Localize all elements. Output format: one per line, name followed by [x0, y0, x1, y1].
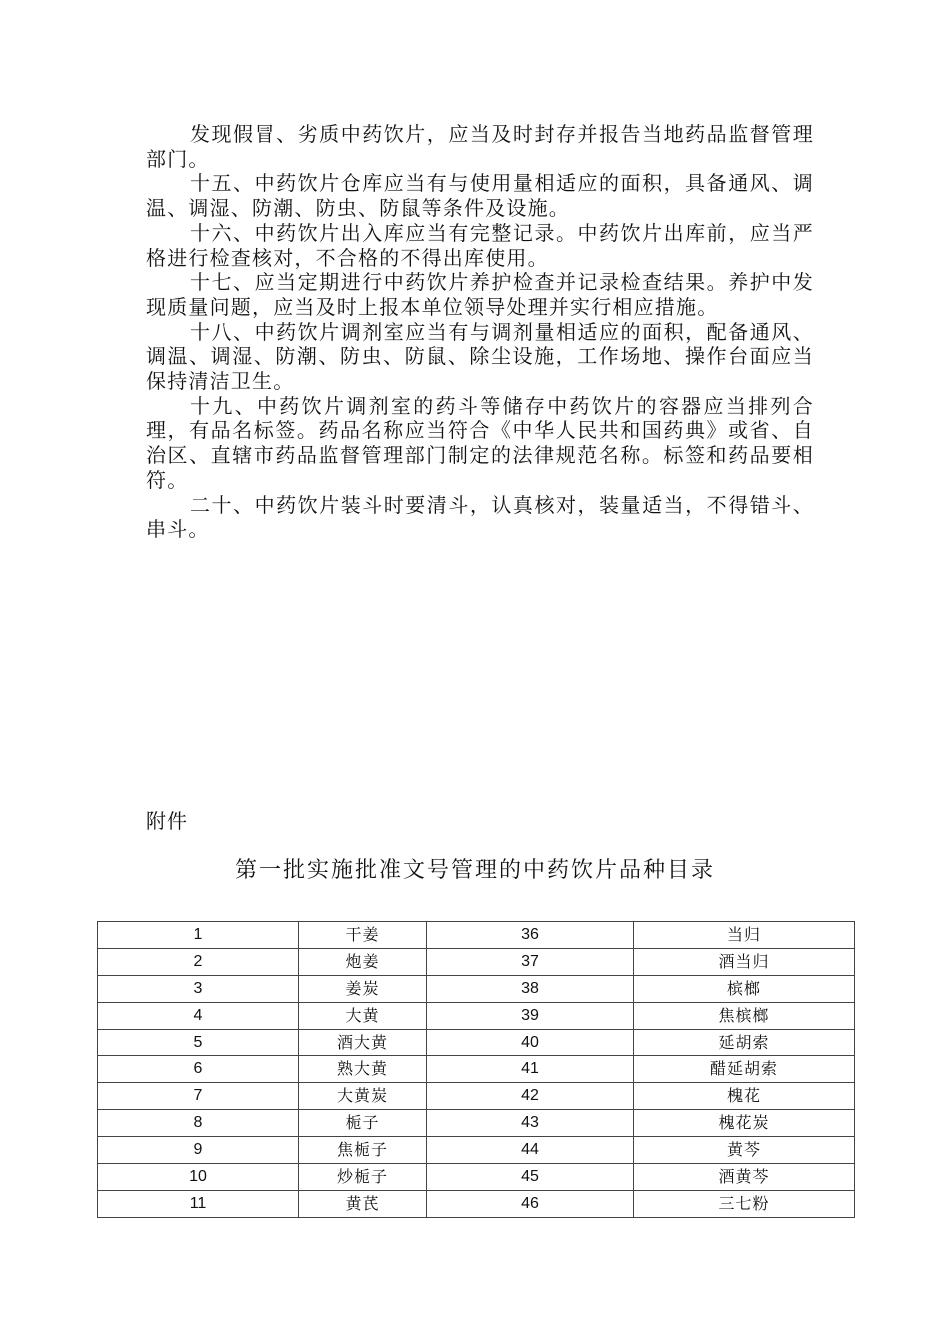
item-number: 39 [427, 1002, 634, 1029]
table-row [98, 1164, 855, 1191]
herb-name: 熟大黄 [299, 1056, 427, 1083]
paragraph: 十七、应当定期进行中药饮片养护检查并记录检查结果。养护中发现质量问题，应当及时上报本单位领导处理并实行相应措施。 [146, 270, 814, 319]
table-row [98, 922, 855, 949]
herb-name: 大黄炭 [299, 1083, 427, 1110]
item-number: 6 [98, 1056, 299, 1083]
item-number: 46 [427, 1190, 634, 1217]
paragraph: 十五、中药饮片仓库应当有与使用量相适应的面积，具备通风、调温、调湿、防潮、防虫、防鼠等条件及设施。 [146, 171, 814, 221]
item-number: 42 [427, 1083, 634, 1110]
item-number: 10 [98, 1164, 299, 1191]
paragraph: 十六、中药饮片出入库应当有完整记录。中药饮片出库前，应当严格进行检查核对，不合格的不得出库使用。 [146, 220, 814, 270]
item-number: 44 [427, 1137, 634, 1164]
item-number: 37 [427, 948, 634, 975]
herb-name: 槐花炭 [634, 1110, 855, 1137]
item-number: 40 [427, 1029, 634, 1056]
item-number: 5 [98, 1029, 299, 1056]
herb-name: 黄芪 [299, 1190, 427, 1217]
table-row [98, 975, 855, 1002]
herb-name: 酒当归 [634, 948, 855, 975]
table-row [98, 1110, 855, 1137]
herb-name: 黄芩 [634, 1137, 855, 1164]
appendix-label: 附件 [146, 809, 188, 833]
table-row [98, 1029, 855, 1056]
herb-name: 酒黄芩 [634, 1164, 855, 1191]
herb-name: 槐花 [634, 1083, 855, 1110]
item-number: 4 [98, 1002, 299, 1029]
item-number: 43 [427, 1110, 634, 1137]
item-number: 1 [98, 922, 299, 949]
herb-name: 槟榔 [634, 975, 855, 1002]
item-number: 7 [98, 1083, 299, 1110]
herb-name: 姜炭 [299, 975, 427, 1002]
paragraph: 发现假冒、劣质中药饮片，应当及时封存并报告当地药品监督管理部门。 [146, 122, 814, 171]
table-row [98, 1083, 855, 1110]
item-number: 36 [427, 922, 634, 949]
table-row [98, 948, 855, 975]
item-number: 2 [98, 948, 299, 975]
paragraph: 十九、中药饮片调剂室的药斗等储存中药饮片的容器应当排列合理，有品名标签。药品名称应当符合《中华人民共和国药典》或省、自治区、直辖市药品监督管理部门制定的法律规范名称。标签和药品要相符。 [146, 393, 814, 492]
table-title: 第一批实施批准文号管理的中药饮片品种目录 [234, 858, 715, 883]
item-number: 41 [427, 1056, 634, 1083]
herb-name: 延胡索 [634, 1029, 855, 1056]
herb-name: 焦栀子 [299, 1137, 427, 1164]
herb-name: 干姜 [299, 922, 427, 949]
table-row [98, 1137, 855, 1164]
herb-name: 大黄 [299, 1002, 427, 1029]
herb-name: 栀子 [299, 1110, 427, 1137]
regulation-text [146, 122, 814, 542]
item-number: 8 [98, 1110, 299, 1137]
table-row [98, 1002, 855, 1029]
table-row [98, 1190, 855, 1217]
herb-name: 焦槟榔 [634, 1002, 855, 1029]
table-row [98, 1056, 855, 1083]
herb-name: 醋延胡索 [634, 1056, 855, 1083]
item-number: 9 [98, 1137, 299, 1164]
item-number: 45 [427, 1164, 634, 1191]
herb-name: 炒栀子 [299, 1164, 427, 1191]
item-number: 3 [98, 975, 299, 1002]
herb-name: 酒大黄 [299, 1029, 427, 1056]
herb-name: 当归 [634, 922, 855, 949]
paragraph: 二十、中药饮片装斗时要清斗，认真核对，装量适当，不得错斗、串斗。 [146, 492, 814, 542]
herb-name: 炮姜 [299, 948, 427, 975]
herb-catalog-table [97, 921, 855, 1218]
item-number: 38 [427, 975, 634, 1002]
herb-name: 三七粉 [634, 1190, 855, 1217]
paragraph: 十八、中药饮片调剂室应当有与调剂量相适应的面积，配备通风、调温、调湿、防潮、防虫、防鼠、除尘设施，工作场地、操作台面应当保持清洁卫生。 [146, 319, 814, 394]
item-number: 11 [98, 1190, 299, 1217]
